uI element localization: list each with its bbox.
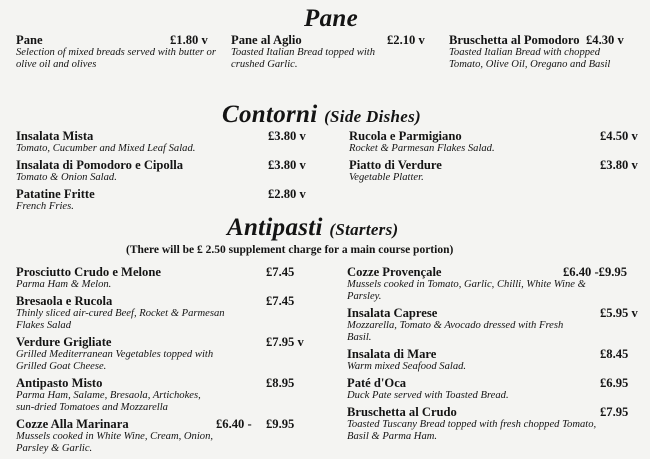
item-name: Prosciutto Crudo e Melone: [16, 265, 161, 279]
item-price: £2.10 v: [387, 33, 425, 47]
item-description: Warm mixed Seafood Salad.: [347, 361, 467, 372]
item-price: £7.45: [266, 294, 295, 308]
item-price: £6.95: [600, 376, 629, 390]
item-price: £4.50 v: [600, 129, 638, 143]
section-title-text: Contorni: [222, 101, 318, 128]
item-price: £7.95 v: [266, 335, 304, 349]
item-description: Selection of mixed breads served with butter or olive oil and olives: [16, 47, 216, 70]
item-price: £3.80 v: [600, 158, 638, 172]
item-name: Antipasto Misto: [16, 376, 103, 390]
item-name: Bruschetta al Crudo: [347, 405, 457, 419]
item-name: Paté d'Oca: [347, 376, 407, 390]
item-name: Piatto di Verdure: [349, 158, 442, 172]
item-price: £3.80 v: [268, 158, 306, 172]
item-price: £7.45: [266, 265, 295, 279]
item-description: Parma Ham, Salame, Bresaola, Artichokes, sun-dried Tomatoes and Mozzarella: [16, 390, 201, 413]
item-price: £8.45: [600, 347, 629, 361]
section-note: (There will be £ 2.50 supplement charge for a main course portion): [126, 244, 454, 256]
item-price: £7.95: [600, 405, 629, 419]
item-description: Mussels cooked in White Wine, Cream, Onion, Parsley & Garlic.: [16, 431, 214, 454]
item-name: Pane al Aglio: [231, 33, 302, 47]
item-price: £6.40 -: [216, 417, 252, 431]
item-description: Vegetable Platter.: [349, 172, 424, 183]
item-price: £2.80 v: [268, 187, 306, 201]
item-description: Toasted Italian Bread with chopped Tomato, Olive Oil, Oregano and Basil: [449, 47, 611, 70]
section-title-text: Antipasti: [227, 214, 323, 241]
item-name: Cozze Provençale: [347, 265, 442, 279]
item-description: Parma Ham & Melon.: [16, 279, 112, 290]
item-description: Tomato, Cucumber and Mixed Leaf Salad.: [16, 143, 196, 154]
item-description: Mozzarella, Tomato & Avocado dressed with Fresh Basil.: [347, 320, 564, 343]
item-name: Bruschetta al Pomodoro: [449, 33, 580, 47]
item-price: £1.80 v: [170, 33, 208, 47]
item-description: Mussels cooked in Tomato, Garlic, Chilli, White Wine & Parsley.: [347, 279, 586, 302]
item-price-large: £9.95: [266, 417, 295, 431]
item-name: Pane: [16, 33, 43, 47]
item-description: Rocket & Parmesan Flakes Salad.: [349, 143, 495, 154]
item-description: Toasted Italian Bread topped with crushed Garlic.: [231, 47, 375, 70]
section-subtitle: (Side Dishes): [324, 107, 422, 126]
item-description: Thinly sliced air-cured Beef, Rocket & Parmesan Flakes Salad: [16, 308, 225, 331]
item-name: Verdure Grigliate: [16, 335, 112, 349]
item-name: Patatine Fritte: [16, 187, 95, 201]
item-name: Insalata Mista: [16, 129, 94, 143]
item-price: £4.30 v: [586, 33, 624, 47]
item-description: Grilled Mediterranean Vegetables topped with Grilled Goat Cheese.: [16, 349, 214, 372]
item-name: Cozze Alla Marinara: [16, 417, 129, 431]
item-description: Toasted Tuscany Bread topped with fresh chopped Tomato, Basil & Parma Ham.: [347, 419, 597, 442]
item-name: Rucola e Parmigiano: [349, 129, 462, 143]
item-name: Insalata di Mare: [347, 347, 437, 361]
section-title-contorni: [222, 101, 421, 129]
item-description: Tomato & Onion Salad.: [16, 172, 117, 183]
item-description: French Fries.: [16, 201, 74, 212]
section-title-antipasti: [227, 214, 398, 242]
item-price: £3.80 v: [268, 129, 306, 143]
section-title-pane: Pane: [304, 5, 358, 32]
item-description: Duck Pate served with Toasted Bread.: [347, 390, 509, 401]
item-price: £5.95 v: [600, 306, 638, 320]
section-subtitle: (Starters): [329, 220, 399, 239]
item-name: Insalata di Pomodoro e Cipolla: [16, 158, 184, 172]
item-name: Bresaola e Rucola: [16, 294, 113, 308]
item-name: Insalata Caprese: [347, 306, 438, 320]
item-price: £6.40 -£9.95: [563, 265, 628, 279]
item-price: £8.95: [266, 376, 295, 390]
